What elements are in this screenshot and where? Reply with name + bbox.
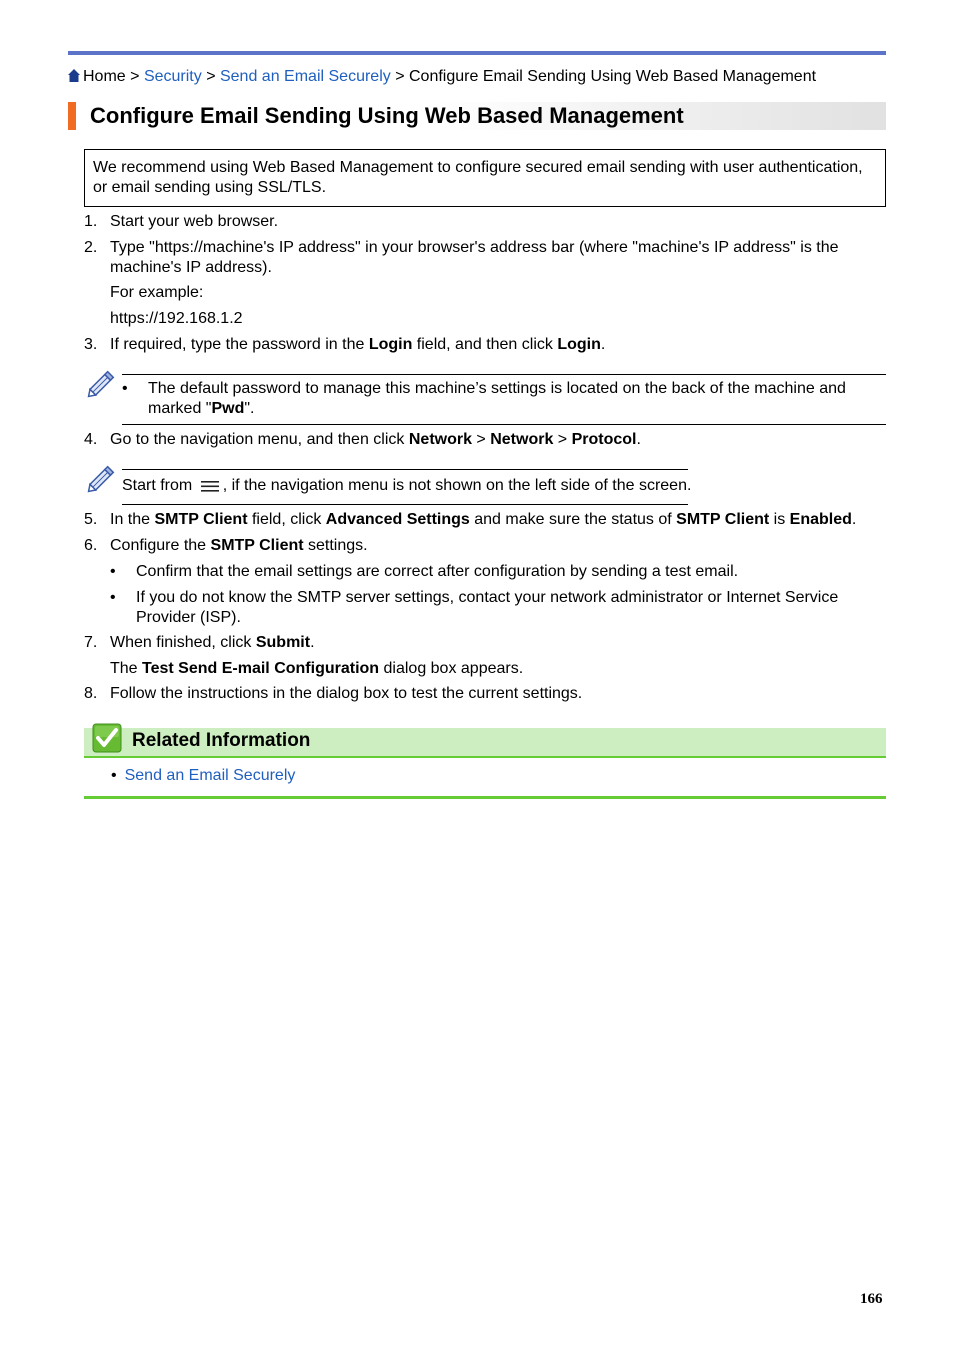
step-8-text: Follow the instructions in the dialog box to test the current settings. — [110, 685, 583, 702]
page-number: 166 — [860, 1291, 883, 1307]
step-number: 7. — [84, 634, 98, 651]
bullet: • — [110, 589, 116, 606]
step-2-example-url: https://192.168.1.2 — [110, 310, 243, 327]
related-information-end-rule — [84, 796, 886, 799]
step-number: 1. — [84, 213, 98, 230]
breadcrumb-home[interactable]: Home — [83, 68, 126, 85]
note-rule-top — [122, 374, 886, 375]
bullet: • — [110, 563, 116, 580]
note-bullet: • — [122, 380, 128, 397]
title-accent — [68, 102, 76, 130]
step-number: 4. — [84, 431, 98, 448]
step-2-example-label: For example: — [110, 284, 204, 301]
top-rule — [68, 51, 886, 55]
step-7-text: When finished, click Submit. — [110, 634, 315, 651]
related-information-header — [84, 728, 886, 758]
step-6-bullet-1: Confirm that the email settings are correct after configuration by sending a test email. — [136, 563, 739, 580]
send-email-securely-link[interactable]: Send an Email Securely — [124, 767, 296, 784]
step-5-text: In the SMTP Client field, click Advanced Settings and make sure the status of SMTP Client is Enabled. — [110, 511, 857, 528]
pencil-icon — [86, 462, 118, 494]
menu-icon — [201, 479, 221, 493]
step-4-text: Go to the navigation menu, and then click Network > Network > Protocol. — [110, 431, 641, 448]
step-6-bullet-2: If you do not know the SMTP server settings, contact your network administrator or Internet Service Provider (ISP). — [136, 589, 839, 626]
step-6-text: Configure the SMTP Client settings. — [110, 537, 368, 554]
note-rule-top — [122, 469, 688, 470]
breadcrumb — [68, 67, 816, 87]
page-title: Configure Email Sending Using Web Based Management — [90, 103, 684, 128]
breadcrumb-separator: > — [130, 68, 140, 85]
note-1-text: The default password to manage this machine’s settings is located on the back of the machine and marked "Pwd". — [148, 380, 846, 417]
step-3-text: If required, type the password in the Login field, and then click Login. — [110, 336, 606, 353]
step-number: 2. — [84, 239, 98, 256]
breadcrumb-send-securely-link[interactable]: Send an Email Securely — [219, 68, 391, 85]
step-number: 3. — [84, 336, 98, 353]
breadcrumb-current: Configure Email Sending Using Web Based Management — [409, 68, 817, 85]
note-rule-bottom — [122, 424, 886, 425]
breadcrumb-separator: > — [206, 68, 216, 85]
step-number: 6. — [84, 537, 98, 554]
step-1-text: Start your web browser. — [110, 213, 279, 230]
step-7-result: The Test Send E-mail Configuration dialog box appears. — [110, 660, 524, 677]
breadcrumb-separator: > — [395, 68, 405, 85]
home-icon[interactable] — [68, 69, 80, 82]
step-number: 5. — [84, 511, 98, 528]
step-2-text: Type "https://machine's IP address" in your browser's address bar (where "machine's IP address" is the machine's IP address). — [110, 239, 839, 276]
check-icon — [92, 723, 122, 753]
breadcrumb-security-link[interactable]: Security — [143, 68, 202, 85]
page-title-bar — [68, 102, 886, 130]
intro-box: We recommend using Web Based Management to configure secured email sending with user authentication, or email sending using SSL/TLS. — [84, 149, 886, 207]
related-link-item — [111, 766, 295, 786]
pencil-icon — [86, 367, 118, 399]
note-2-text: Start from , if the navigation menu is not shown on the left side of the screen. — [122, 477, 692, 494]
bullet: • — [111, 767, 117, 784]
step-number: 8. — [84, 685, 98, 702]
related-information-heading: Related Information — [132, 730, 311, 751]
note-rule-bottom — [122, 504, 688, 505]
